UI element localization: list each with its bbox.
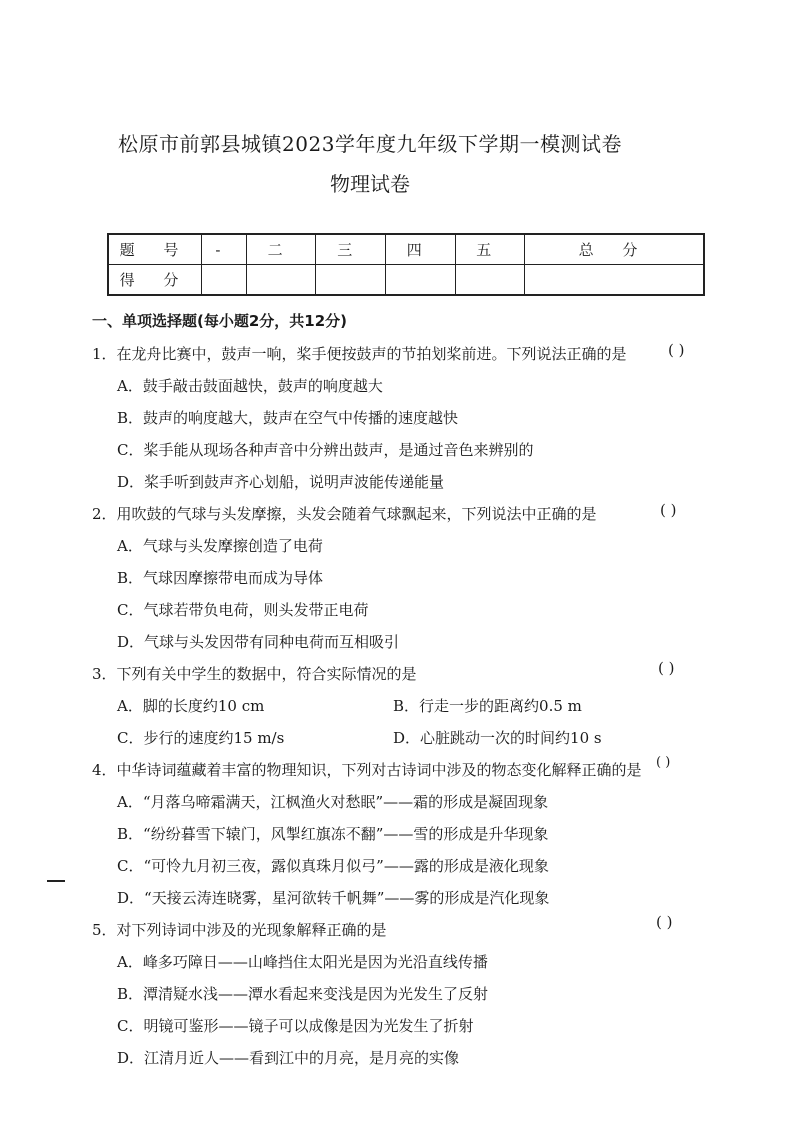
- q5-option-d: D．江清月近人——看到江中的月亮，是月亮的实像: [117, 1049, 460, 1067]
- q1-option-b: B．鼓声的响度越大，鼓声在空气中传播的速度越快: [117, 409, 459, 427]
- score-blank-4: [385, 265, 455, 296]
- q2-option-d: D．气球与头发因带有同种电荷而互相吸引: [117, 633, 400, 651]
- q2-option-c: C．气球若带负电荷，则头发带正电荷: [117, 601, 369, 619]
- q5-option-a: A．峰多巧障日——山峰挡住太阳光是因为光沿直线传播: [117, 953, 488, 971]
- score-blank-1: [202, 265, 247, 296]
- answer-paren-5: ( ): [656, 913, 673, 931]
- q3-option-c: C．步行的速度约15 m/s: [117, 729, 285, 747]
- score-blank-5: [455, 265, 525, 296]
- score-cell-label: 题 号: [108, 234, 202, 265]
- q1-option-a: A．鼓手敲击鼓面越快，鼓声的响度越大: [117, 377, 383, 395]
- margin-mark: [47, 880, 65, 882]
- score-blank-total: [525, 265, 704, 296]
- score-blank-3: [316, 265, 386, 296]
- q2-option-a: A．气球与头发摩擦创造了电荷: [117, 537, 323, 555]
- q3-option-d: D．心脏跳动一次的时间约10 s: [393, 729, 602, 747]
- score-cell-4: 四: [385, 234, 455, 265]
- answer-paren-3: ( ): [658, 659, 675, 677]
- q3-option-b: B．行走一步的距离约0.5 m: [393, 697, 582, 715]
- question-2: 2．用吹鼓的气球与头发摩擦，头发会随着气球飘起来，下列说法中正确的是: [92, 505, 597, 523]
- score-table-score-row: [108, 265, 704, 296]
- q1-option-c: C．桨手能从现场各种声音中分辨出鼓声，是通过音色来辨别的: [117, 441, 534, 459]
- answer-paren-4: ( ): [656, 755, 671, 770]
- question-3: 3．下列有关中学生的数据中，符合实际情况的是: [92, 665, 417, 683]
- q4-option-a: A．“月落乌啼霜满天，江枫渔火对愁眠”——霜的形成是凝固现象: [117, 793, 549, 811]
- section-title: 一、单项选择题(每小题2分，共12分): [92, 312, 348, 330]
- question-5: 5．对下列诗词中涉及的光现象解释正确的是: [92, 921, 387, 939]
- score-blank-2: [246, 265, 316, 296]
- score-table-header-row: [108, 234, 704, 265]
- answer-paren-1: ( ): [668, 341, 685, 359]
- q5-option-c: C．明镜可鉴形——镜子可以成像是因为光发生了折射: [117, 1017, 474, 1035]
- score-cell-1: -: [202, 234, 247, 265]
- q1-option-d: D．桨手听到鼓声齐心划船，说明声波能传递能量: [117, 473, 445, 491]
- score-cell-total: 总 分: [525, 234, 704, 265]
- question-4: 4．中华诗词蕴藏着丰富的物理知识，下列对古诗词中涉及的物态变化解释正确的是: [92, 761, 642, 779]
- question-1: 1．在龙舟比赛中，鼓声一响，桨手便按鼓声的节拍划桨前进。下列说法正确的是: [92, 345, 627, 363]
- score-cell-5: 五: [455, 234, 525, 265]
- score-cell-3: 三: [316, 234, 386, 265]
- q4-option-d: D．“天接云涛连晓雾，星河欲转千帆舞”——雾的形成是汽化现象: [117, 889, 550, 907]
- exam-subtitle: 物理试卷: [330, 172, 410, 196]
- exam-title: 松原市前郭县城镇2023学年度九年级下学期一模测试卷: [118, 132, 622, 156]
- score-cell-2: 二: [246, 234, 316, 265]
- q5-option-b: B．潭清疑水浅——潭水看起来变浅是因为光发生了反射: [117, 985, 489, 1003]
- answer-paren-2: ( ): [660, 501, 677, 519]
- q4-option-c: C．“可怜九月初三夜，露似真珠月似弓”——露的形成是液化现象: [117, 857, 549, 875]
- score-table: [107, 233, 705, 296]
- q2-option-b: B．气球因摩擦带电而成为导体: [117, 569, 324, 587]
- q3-option-a: A．脚的长度约10 cm: [117, 697, 265, 715]
- score-row-label: 得 分: [108, 265, 202, 296]
- q4-option-b: B．“纷纷暮雪下辕门，风掣红旗冻不翻”——雪的形成是升华现象: [117, 825, 549, 843]
